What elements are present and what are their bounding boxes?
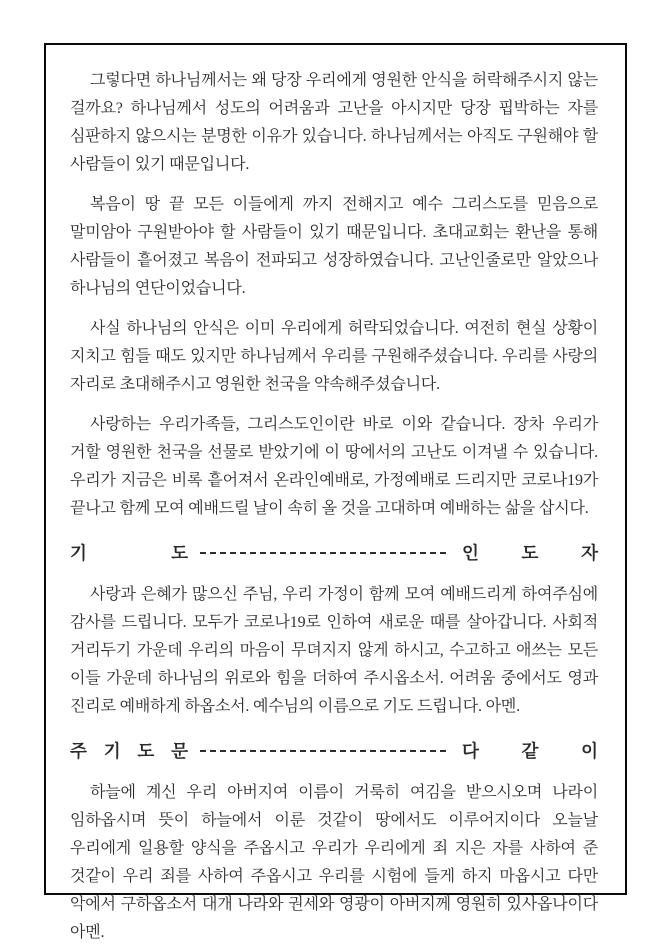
- prayer-paragraph: 사랑과 은혜가 많으신 주님, 우리 가정이 함께 모여 예배드리게 하여주심에 감사를 드립니다. 모두가 코로나19로 인하여 새로운 때를 살아갑니다. 사회적 거리두기 가운데 우리의 마음이 무뎌지지 않게 하시고, 수고하고 애쓰는 모든 이들 가운데 하나님의 위로와 힘을 더하여 주시옵소서. 어려움 중에서도 영과 진리로 예배하게 하옵소서. 예수님의 이름으로 기도 드립니다. 아멘.: [70, 586, 598, 715]
- lords-prayer-paragraph: 하늘에 계신 우리 아버지여 이름이 거룩히 여김을 받으시오며 나라이 임하옵시며 뜻이 하늘에서 이룬 것같이 땅에서도 이루어지이다 오늘날 우리에게 일용할 양식을 주옵시고 우리가 우리에게 죄 지은 자를 사하여 준 것같이 우리 죄를 사하여 주옵시고 우리를 시험에 들게 하지 마옵시고 다만 악에서 구하옵소서 대개 나라와 권세와 영광이 아버지께 영원히 있사옵나이다 아멘.: [70, 784, 598, 941]
- intro-paragraph-3: 사실 하나님의 안식은 이미 우리에게 허락되었습니다. 여전히 현실 상황이 지치고 힘들 때도 있지만 하나님께서 우리를 구원해주셨습니다. 우리를 사랑의 자리로 초대해주시고 영원한 천국을 약속해주셨습니다.: [70, 320, 598, 393]
- intro-paragraph-1: 그렇다면 하나님께서는 왜 당장 우리에게 영원한 안식을 허락해주시지 않는 걸까요? 하나님께서 성도의 어려움과 고난을 아시지만 당장 핍박하는 자를 심판하지 않으시는 분명한 이유가 있습니다. 하나님께서는 아직도 구원해야 할 사람들이 있기 때문입니다.: [70, 72, 598, 173]
- prayer-section-header: [70, 539, 598, 567]
- intro-paragraph-2: 복음이 땅 끝 모든 이들에게 까지 전해지고 예수 그리스도를 믿음으로 말미암아 구원받아야 할 사람들이 있기 때문입니다. 초대교회는 환난을 통해 사람들이 흩어졌고 복음이 전파되고 성장하였습니다. 고난인줄로만 알았으나 하나님의 연단이었습니다.: [70, 196, 598, 297]
- lords-prayer-section-title: 주 기 도 문: [70, 741, 188, 761]
- document-border-frame: [44, 43, 627, 941]
- dash-leader-line: [200, 750, 450, 752]
- intro-paragraph-4: 사랑하는 우리가족들, 그리스도인이란 바로 이와 같습니다. 장차 우리가 거할 영원한 천국을 선물로 받았기에 이 땅에서의 고난도 이겨낼 수 있습니다. 우리가 지금은 비록 흩어져서 온라인예배로, 가정예배로 드리지만 코로나19가 끝나고 함께 모여 예배드릴 날이 속히 올 것을 고대하며 예배하는 삶을 삽시다.: [70, 416, 598, 517]
- prayer-section-performer: 인 도 자: [462, 543, 598, 563]
- prayer-section-title: 기 도: [70, 543, 188, 563]
- lords-prayer-section-header: [70, 737, 598, 765]
- dash-leader-line: [200, 552, 450, 554]
- lords-prayer-section-performer: 다 같 이: [462, 741, 598, 761]
